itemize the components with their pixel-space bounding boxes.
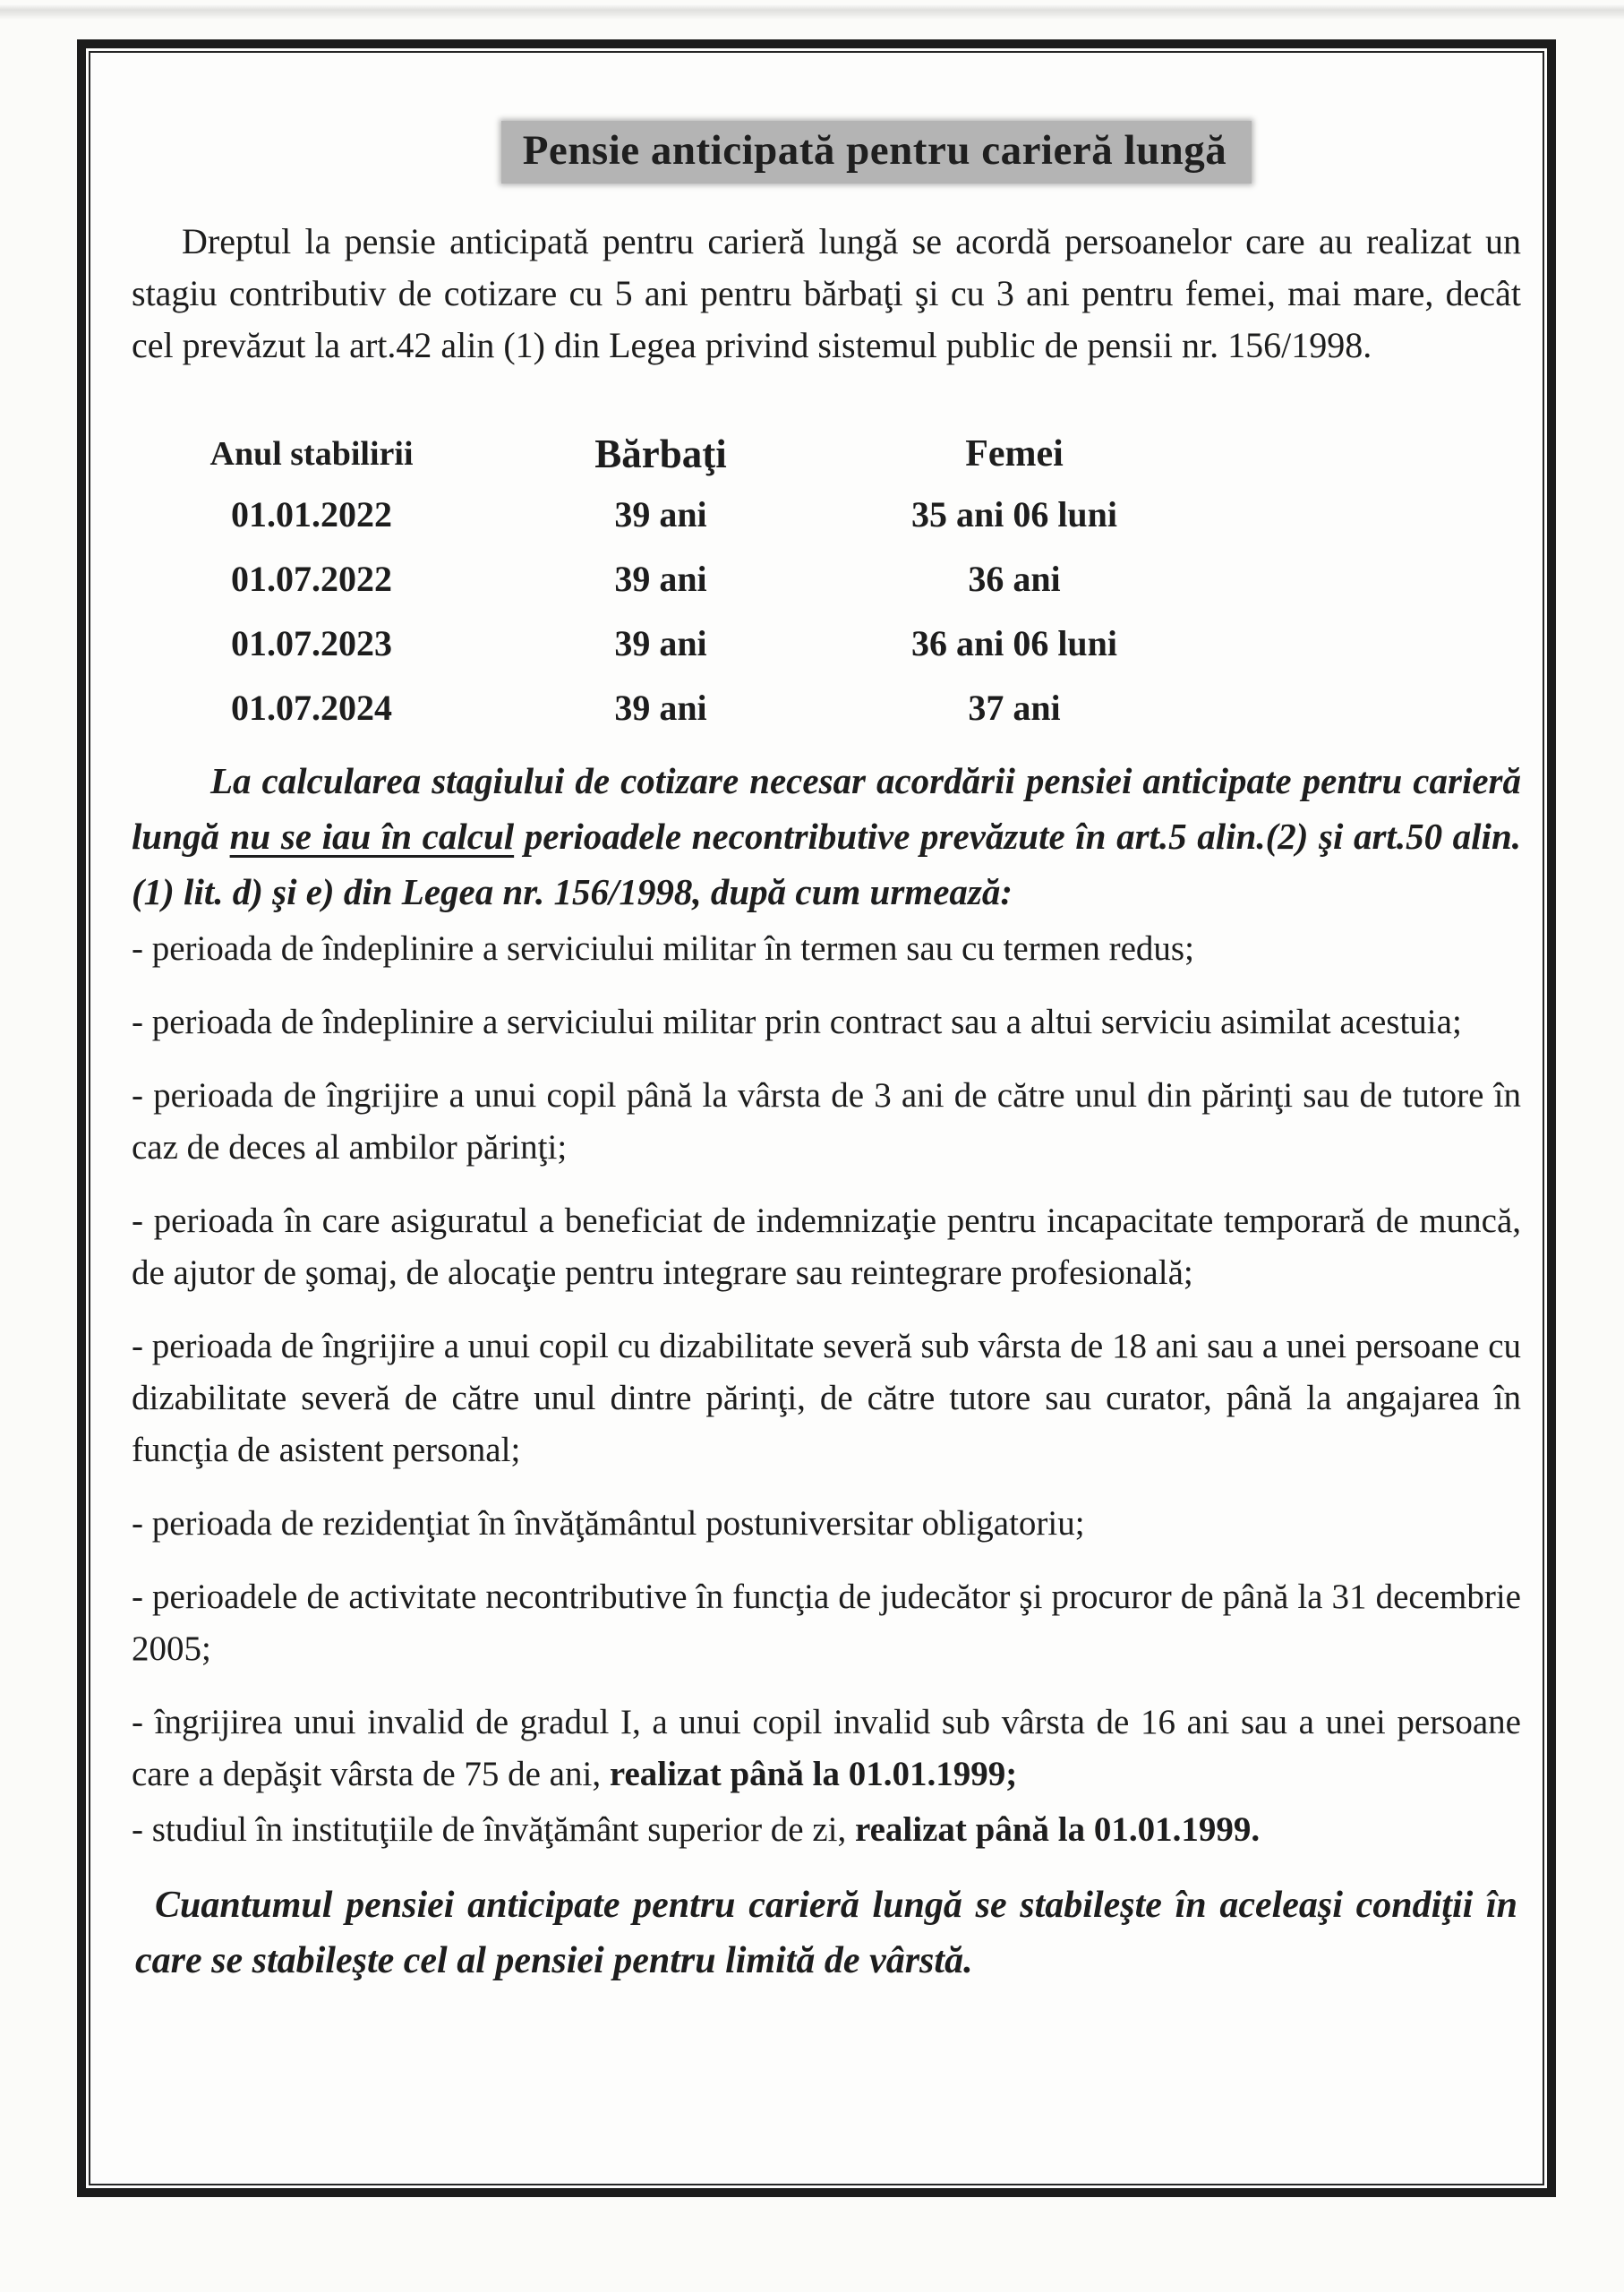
title-row	[128, 121, 1526, 184]
list-item	[132, 1070, 1521, 1174]
table-cell-women: 36 ani	[968, 559, 1061, 599]
table-cell-men: 39 ani	[614, 623, 707, 663]
list-item-text: - perioada de îndeplinire a serviciului militar în termen sau cu termen redus;	[132, 929, 1194, 968]
list-item-text: - îngrijirea unui invalid de gradul I, a unui copil invalid sub vârsta de 16 ani sau a unei persoane care a depăşit vârsta de 75 de ani,	[132, 1703, 1521, 1793]
list-item	[132, 1498, 1521, 1550]
table-cell-men: 39 ani	[614, 494, 707, 535]
list-item-text: - perioadele de activitate necontributive în funcţia de judecător şi procuror de până la 31 decembrie 2005;	[132, 1578, 1521, 1668]
list-item	[132, 923, 1521, 975]
list-item-bold-suffix: realizat până la 01.01.1999;	[609, 1755, 1018, 1793]
document-page	[89, 51, 1544, 2185]
list-item-text: - perioada de îngrijire a unui copil cu dizabilitate severă sub vârsta de 18 ani sau a unei persoane cu dizabilitate severă de către unul dintre părinţi, de către tutore sau curator, până la angajarea în funcţia de asistent personal;	[132, 1327, 1521, 1469]
document-frame	[77, 39, 1556, 2197]
list-item	[132, 1571, 1521, 1675]
noncontributive-list	[132, 923, 1521, 1856]
list-item-text: - perioada în care asiguratul a beneficiat de indemnizaţie pentru incapacitate temporară de muncă, de ajutor de şomaj, de alocaţie pentru integrare sau reintegrare profesională;	[132, 1202, 1521, 1292]
column-header-year: Anul stabilirii	[209, 435, 414, 473]
column-header-men: Bărbaţi	[594, 432, 727, 476]
closing-note: Cuantumul pensiei anticipate pentru carieră lungă se stabileşte în aceleaşi condiţii în care se stabileşte cel al pensiei pentru limită de vârstă.	[135, 1885, 1517, 1981]
list-item	[132, 1804, 1521, 1856]
list-item	[132, 1321, 1521, 1476]
table-cell-year: 01.01.2022	[231, 494, 392, 535]
table-cell-women: 35 ani 06 luni	[910, 494, 1118, 535]
intro-paragraph: Dreptul la pensie anticipată pentru carieră lungă se acordă persoanelor care au realizat un stagiu contributiv de cotizare cu 5 ani pentru bărbaţi şi cu 3 ani pentru femei, mai mare, decât cel prevăzut la art.42 alin (1) din Legea privind sistemul public de pensii nr. 156/1998.	[132, 221, 1521, 365]
scan-artifact-streak	[0, 4, 1624, 20]
table-cell-year: 01.07.2024	[231, 688, 392, 728]
table-cell-year: 01.07.2023	[231, 623, 392, 663]
table-cell-women: 36 ani 06 luni	[910, 623, 1118, 663]
table-cell-year: 01.07.2022	[231, 559, 392, 599]
list-item-text: - perioada de îndeplinire a serviciului militar prin contract sau a altui serviciu asimilat acestuia;	[132, 1003, 1462, 1041]
list-item-text: - studiul în instituţiile de învăţământ superior de zi,	[132, 1810, 856, 1849]
underline-emphasis: nu se iau în calcul	[229, 816, 515, 857]
pension-table	[128, 425, 1526, 740]
calculation-note	[132, 753, 1521, 919]
list-item	[132, 1697, 1521, 1800]
table-cell-women: 37 ani	[968, 688, 1061, 728]
calculation-note-before: La calcularea stagiului de cotizare necesar acordării pensiei anticipate pentru carieră lungă	[132, 760, 1521, 857]
list-item	[132, 996, 1521, 1048]
page-title: Pensie anticipată pentru carieră lungă	[501, 121, 1252, 184]
table-cell-men: 39 ani	[614, 688, 707, 728]
column-header-women: Femei	[965, 433, 1064, 475]
list-item-bold-suffix: realizat până la 01.01.1999.	[855, 1810, 1261, 1849]
list-item	[132, 1195, 1521, 1299]
list-item-text: - perioada de rezidenţiat în învăţământul postuniversitar obligatoriu;	[132, 1504, 1085, 1543]
calculation-note-after: perioadele necontributive prevăzute în art.5 alin.(2) şi art.50 alin.(1) lit. d) şi e) din Legea nr. 156/1998, după cum urmează:	[132, 816, 1522, 912]
table-cell-men: 39 ani	[614, 559, 707, 599]
list-item-text: - perioada de îngrijire a unui copil până la vârsta de 3 ani de către unul din părinţi sau de tutore în caz de deces al ambilor părinţi;	[132, 1076, 1521, 1167]
